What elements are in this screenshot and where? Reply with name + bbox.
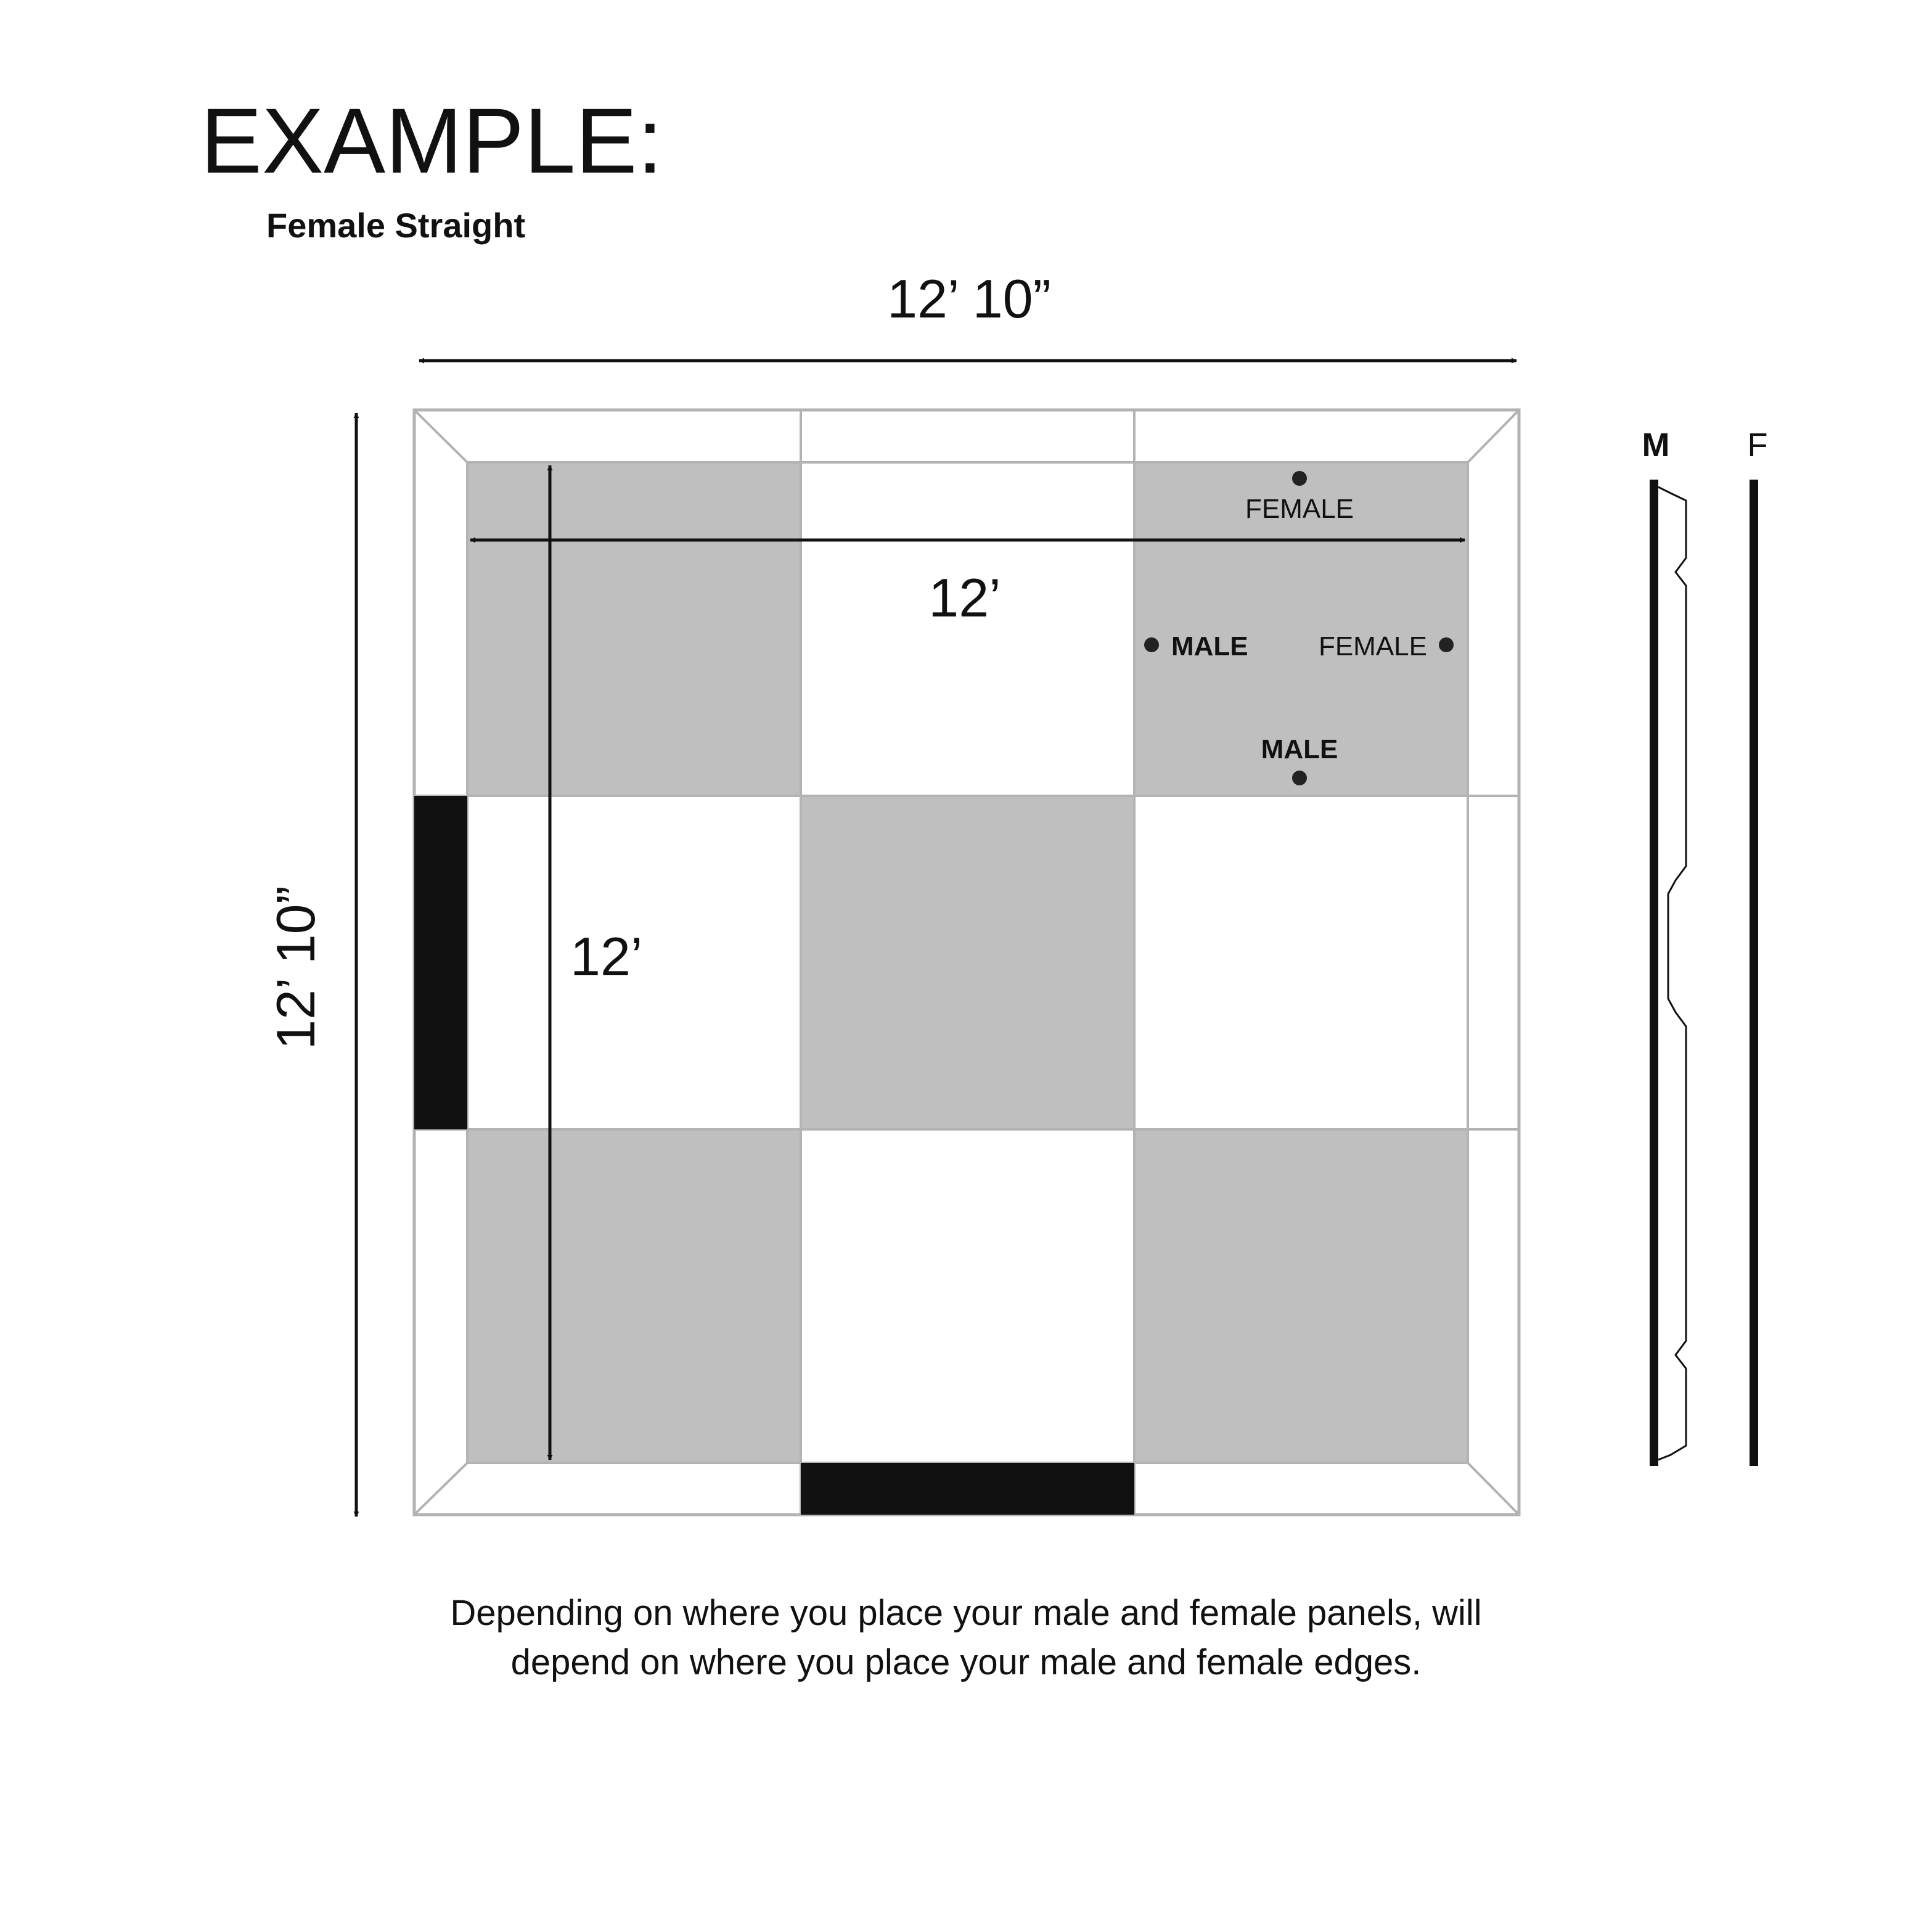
left-edge-piece — [414, 796, 467, 1129]
male-profile-tongue — [1658, 487, 1686, 1460]
edge-profile-legend — [1642, 427, 1768, 1466]
panel-r1c2 — [801, 462, 1134, 796]
female-profile-bar — [1750, 480, 1758, 1466]
caption-line-2: depend on where you place your male and female edges. — [510, 1642, 1422, 1682]
panel-r3c3 — [1134, 1129, 1468, 1463]
inner-width-label: 12’ — [928, 567, 1001, 628]
top-edge-dot — [1292, 471, 1307, 486]
panel-r3c1 — [467, 1129, 801, 1463]
page-title: EXAMPLE: — [200, 89, 663, 192]
bottom-edge-label: MALE — [1261, 734, 1338, 764]
panel-r1c1 — [467, 462, 801, 796]
bottom-edge-dot — [1292, 771, 1307, 785]
right-edge-dot — [1439, 637, 1454, 652]
top-edge-label: FEMALE — [1245, 494, 1354, 524]
panel-r3c2 — [801, 1129, 1134, 1463]
left-edge-label: MALE — [1171, 631, 1248, 661]
page-subtitle: Female Straight — [266, 206, 526, 245]
left-edge-dot — [1144, 637, 1159, 652]
caption-line-1: Depending on where you place your male and female panels, will — [450, 1593, 1482, 1633]
inner-height-label: 12’ — [570, 926, 643, 987]
outer-height-label: 12’ 10” — [265, 886, 326, 1050]
panel-r2c2 — [801, 796, 1134, 1129]
outer-width-label: 12’ 10” — [887, 268, 1051, 329]
female-profile-label: F — [1747, 427, 1768, 464]
male-profile-label: M — [1642, 427, 1670, 464]
panel-r2c3 — [1134, 796, 1468, 1129]
bottom-edge-piece — [801, 1463, 1134, 1515]
right-edge-label: FEMALE — [1318, 631, 1427, 661]
male-profile-bar — [1650, 480, 1658, 1466]
